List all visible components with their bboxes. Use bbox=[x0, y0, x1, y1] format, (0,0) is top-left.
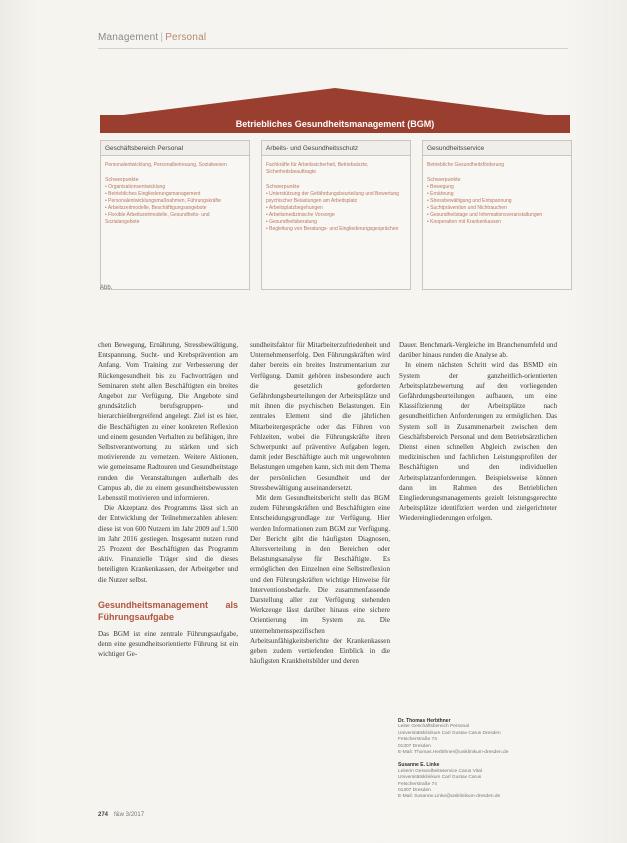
text-column-1 bbox=[98, 340, 238, 659]
author-email: E-Mail: Susanne.Linke@uniklinikum-dresden.de bbox=[398, 794, 501, 800]
author-line: Universitätsklinikum Carl Gustav Carus Dresden bbox=[398, 730, 501, 736]
list-item: • Arbeitsmedizinische Vorsorge bbox=[266, 212, 335, 218]
column-subtitle: Betriebliche Gesundheitsförderung bbox=[427, 162, 504, 168]
text-column-2 bbox=[250, 340, 390, 667]
author-line: 01307 Dresden bbox=[398, 788, 431, 794]
list-item: • Stressbewältigung und Entspannung bbox=[427, 198, 512, 204]
page-footer bbox=[98, 812, 144, 818]
figure-column-personal bbox=[100, 140, 250, 290]
paragraph: sundheitsfaktor für Mitarbeiterzufriedenheit und Unternehmenserfolg. Den Führungskräften wird daher bereits ein breites Instrumentarium zur Verfügung. Damit gehören insbesondere auch die gesetzlich geforderten Gefährdungsbeurteilungen der Arbeitsplätze und mit ihnen die psychischen Belastungen. Ein zentrales Element sind die jährlichen Mitarbeitergespräche oder das Führen von Fehlzeiten, wobei die Führungskräfte ihren Schwerpunkt auf präventive Aufgaben legen, damit jeder Beschäftigte auch mit ungewohnten Belastungen umgehen kann, sich mit dem Thema der persönlichen Gesundheit und der Stressbewältigung auseinandersetzt. bbox=[250, 341, 390, 492]
list-item: • Gesundheitsberatung bbox=[266, 219, 317, 225]
paragraph: Das BGM ist eine zentrale Führungsaufgabe, denn eine gesundheitsorientierte Führung ist ein wichtiger Ge- bbox=[98, 629, 238, 659]
column-list bbox=[101, 184, 249, 226]
paragraph: Dauer. Benchmark-Vergleiche im Branchenumfeld und darüber hinaus runden die Analyse ab. bbox=[399, 341, 557, 360]
author-line: Fetscherstraße 74 bbox=[398, 737, 437, 743]
paragraph: Die Akzeptanz des Programms lässt sich an der Entwicklung der Teilnehmerzahlen ablesen: diese ist von 600 Nutzern im Jahr 2009 auf 1.500 im Jahr 2016 gestiegen. Insgesamt nutzen rund 25 Prozent der Beschäftigten das Programm aktiv. Finanzielle Träger sind die dieses beteiligten Krankenkassen, der Arbeitgeber und die Nutzer selbst. bbox=[98, 504, 238, 584]
author-info bbox=[398, 718, 558, 801]
list-item: • Betriebliches Eingliederungsmanagement bbox=[105, 191, 201, 197]
list-item: • Organisationsentwicklung bbox=[105, 184, 166, 190]
column-subtitle: Fachkräfte für Arbeitssicherheit, Betriebsärzte, Sicherheitsbeauftragte bbox=[266, 162, 369, 175]
running-head-subsection: Personal bbox=[165, 32, 207, 43]
column-title: Geschäftsbereich Personal bbox=[101, 141, 249, 156]
list-item: • Kooperation mit Krankenkassen bbox=[427, 219, 502, 225]
list-item: • Bewegung bbox=[427, 184, 454, 190]
paragraph: In einem nächsten Schritt wird das BSMD ein System der ganzheitlich-orientierten Arbeitsplatzbewertung auf den vorliegenden Gefährdungsbeurteilungen aufbauen, um eine Klassifizierung der Arbeitsplätze nach gesundheitlichen Anforderungen zu ermöglichen. Das System soll in Zusammenarbeit zwischen dem Geschäftsbereich Personal und dem Betriebsärztlichen Dienst einen schnellen Abgleich zwischen den medizinischen und fachlichen Leistungsprofilen der Beschäftigten und den individuellen Arbeitsplatzanforderungen. Beispielsweise können dann im Rahmen des Betrieblichen Eingliederungsmanagements gezielt leistungsgerechte Arbeitsplätze identifiziert werden und zielgerichteter Wiedereingliederungen erfolgen. bbox=[399, 361, 557, 523]
column-title: Arbeits- und Gesundheitsschutz bbox=[262, 141, 410, 156]
column-list bbox=[423, 184, 571, 226]
figure-caption: Abb. bbox=[100, 285, 113, 291]
author-line: Fetscherstraße 74 bbox=[398, 781, 437, 787]
column-list-title: Schwerpunkte bbox=[427, 177, 461, 183]
running-head bbox=[98, 32, 206, 43]
column-list bbox=[262, 191, 410, 233]
list-item: • Gesundheitstage und Informationsveranstaltungen bbox=[427, 212, 543, 218]
issue-label: f&w 3/2017 bbox=[114, 812, 145, 818]
list-item: • Arbeitsplatzbegehungen bbox=[266, 205, 323, 211]
running-head-separator: | bbox=[160, 32, 164, 43]
text-column-3 bbox=[399, 340, 557, 524]
header-rule bbox=[98, 48, 568, 49]
figure-column-arbeitsschutz bbox=[261, 140, 411, 290]
list-item: • Begleitung von Beratungs- und Eingliederungsgesprächen bbox=[266, 226, 399, 232]
paragraph: Mit dem Gesundheitsbericht stellt das BGM zudem Führungskräften und Beschäftigten eine Entscheidungsgrundlage zur Verfügung. Hier werden Informationen zum BGM zur Verfügung. Der Bericht gibt die häufigsten Diagnosen, Altersverteilung in den Bereichen oder Belastungsanalyse für Beschäftigte. Es ermöglichen den Einzelnen eine Selbstreflexion und den Führungskräften wichtige Hinweise für Interventionsbedarfe. Die zusammenfassende Darstellung aller zur Verfügung stehenden Werkzeuge lässt darüber hinaus eine sichere Orientierung im System zu. Die unternehmensspezifischen Arbeitsunfähigkeitsberichte der Krankenkassen geben zudem vertiefenden Einblick in die häufigsten Krankheitsbilder und deren bbox=[250, 494, 390, 666]
list-item: • Ernährung bbox=[427, 191, 454, 197]
column-list-title: Schwerpunkte bbox=[266, 184, 300, 190]
roof-shape bbox=[100, 88, 570, 118]
author-line: 01307 Dresden bbox=[398, 743, 431, 749]
list-item: • Unterstützung der Gefährdungsbeurteilung und Bewertung psychischer Belastungen am Arbeitsplatz bbox=[266, 191, 399, 204]
running-head-section: Management bbox=[98, 32, 159, 43]
paragraph: chen Bewegung, Ernährung, Stressbewältigung, Entspannung, Sucht- und Krebsprävention am Anfang. Vom Training zur Verbesserung der Rückengesundheit bis zu Fachvorträgen und Seminaren steht allen Beschäftigten ein breites Angebot zur Verfügung. Die Angebote sind grundsätzlich berufsgruppen- und hierarchieübergreifend angelegt. Ziel ist es hier, die Beschäftigten zu einer konkreten Reflexion und einem gesunden Verhalten zu befähigen, ihre Selbstverantwortung zu stärken und sich motivierende zu vernetzen. Weitere Aktionen, wie gemeinsame Radtouren und Gesundheitstage runden die Veranstaltungen außerhalb des Campus ab, die zu einem gesundheitsbewussten Lebensstil motivieren und informieren. bbox=[98, 341, 238, 503]
figure-column-gesundheitsservice bbox=[422, 140, 572, 290]
author-line: Universitätsklinikum Carl Gustav Carus bbox=[398, 775, 482, 781]
author-email: E-Mail: Thomas.Herbthner@uniklinikum-dresden.de bbox=[398, 750, 509, 756]
list-item: • Arbeitszeitmodelle, Beschäftigungsangebote bbox=[105, 205, 207, 211]
column-title: Gesundheitsservice bbox=[423, 141, 571, 156]
section-heading: Gesundheitsmanagement als Führungsaufgabe bbox=[98, 599, 238, 622]
list-item: • Suchtprävention und Nichtrauchen bbox=[427, 205, 507, 211]
column-subtitle: Personalentwicklung, Personalbetreuung, Sozialwesen bbox=[105, 162, 227, 168]
bgm-banner: Betriebliches Gesundheitsmanagement (BGM) bbox=[100, 115, 570, 133]
author-line: Leiter Geschäftsbereich Personal bbox=[398, 724, 469, 730]
author-line: Leiterin Gesundheitsservice Carus Vital bbox=[398, 768, 482, 774]
list-item: • Flexible Arbeitszeitmodelle, Gesundheits- und Sozialangebote bbox=[105, 212, 210, 225]
page-number: 274 bbox=[98, 812, 109, 818]
author-name: Susanne E. Linke bbox=[398, 762, 440, 769]
list-item: • Personalentwicklungsmaßnahmen, Führungskräfte bbox=[105, 198, 221, 204]
column-list-title: Schwerpunkte bbox=[105, 177, 139, 183]
author-name: Dr. Thomas Herbthner bbox=[398, 718, 451, 724]
